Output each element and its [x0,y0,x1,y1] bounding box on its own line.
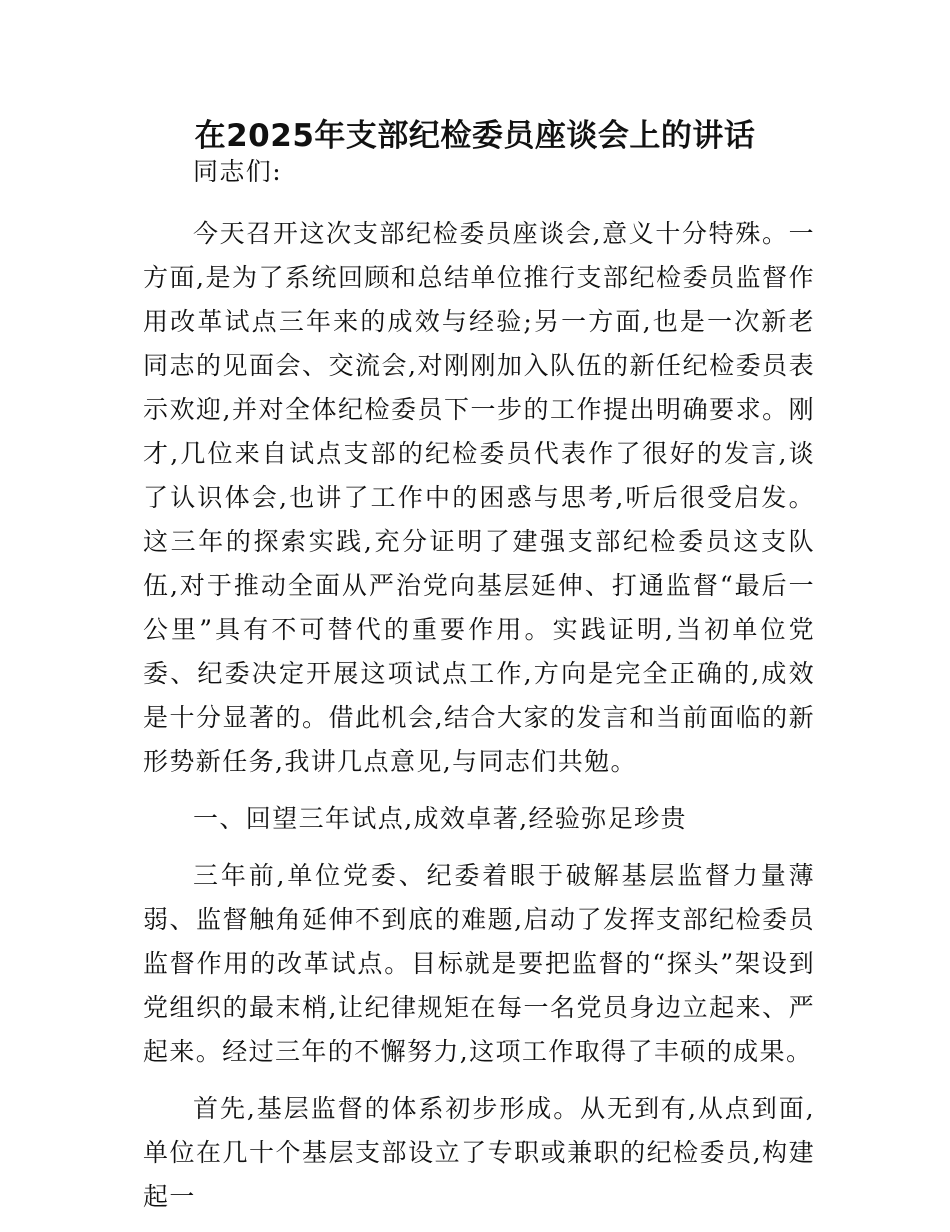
section-heading-1: 一、回望三年试点,成效卓著,经验弥足珍贵 [193,804,687,833]
paragraph-intro: 今天召开这次支部纪检委员座谈会,意义十分特殊。一方面,是为了系统回顾和总结单位推行支部纪检委员监督作用改革试点三年来的成效与经验;另一方面,也是一次新老同志的见面会、交流会,对刚刚加入队伍的新任纪检委员表示欢迎,并对全体纪检委员下一步的工作提出明确要求。刚才,几位来自试点支部的纪检委员代表作了很好的发言,谈了认识体会,也讲了工作中的困惑与思考,听后很受启发。这三年的探索实践,充分证明了建强支部纪检委员这支队伍,对于推动全面从严治党向基层延伸、打通监督“最后一公里”具有不可替代的重要作用。实践证明,当初单位党委、纪委决定开展这项试点工作,方向是完全正确的,成效是十分显著的。借此机会,结合大家的发言和当前面临的新形势新任务,我讲几点意见,与同志们共勉。 [143,219,815,776]
paragraph-background: 三年前,单位党委、纪委着眼于破解基层监督力量薄弱、监督触角延伸不到底的难题,启动了发挥支部纪检委员监督作用的改革试点。目标就是要把监督的“探头”架设到党组织的最末梢,让纪律规矩在每一名党员身边立起来、严起来。经过三年的不懈努力,这项工作取得了丰硕的成果。 [143,861,815,1066]
paragraph-first-point: 首先,基层监督的体系初步形成。从无到有,从点到面,单位在几十个基层支部设立了专职或兼职的纪检委员,构建起一 [143,1094,815,1211]
greeting: 同志们: [193,157,283,186]
document-body [143,150,815,1232]
document-title: 在2025年支部纪检委员座谈会上的讲话 [194,118,756,154]
